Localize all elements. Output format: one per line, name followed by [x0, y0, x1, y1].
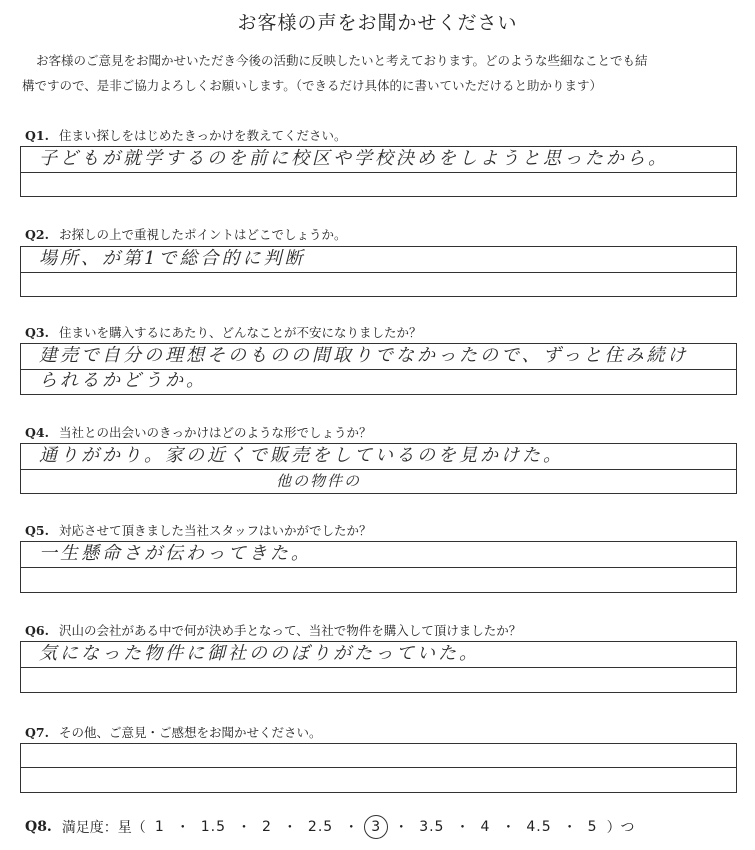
- rating-option-5[interactable]: 5: [587, 819, 598, 835]
- rating-close: ）つ: [606, 820, 635, 836]
- answer-box-1[interactable]: [20, 146, 737, 197]
- rating-option-2[interactable]: 2: [262, 819, 272, 835]
- question-number: Q3.: [25, 325, 49, 340]
- answer-line: 通りがかり。家の近くで販売をしているのを見かけた。: [39, 445, 564, 466]
- rating-label: 満足度：星（: [61, 820, 146, 836]
- rating-option-4[interactable]: 4: [480, 819, 491, 835]
- question-6: [25, 621, 521, 639]
- rating-option-3-5[interactable]: 3.5: [419, 819, 445, 835]
- answer-line: られるかどうか。: [39, 370, 207, 391]
- answer-box-4[interactable]: [20, 443, 737, 494]
- question-text: 当社との出会いのきっかけはどのような形でしょうか？: [58, 425, 372, 440]
- answer-line: 他の物件の: [276, 472, 362, 490]
- question-number: Q6.: [25, 623, 49, 638]
- answer-line: 建売で自分の理想そのものの間取りでなかったので、ずっと住み続け: [39, 345, 689, 366]
- answer-box-6[interactable]: [20, 641, 737, 693]
- answer-line: 場所、が第1で総合的に判断: [39, 248, 306, 269]
- form-title: お客様の声をお聞かせください: [237, 12, 518, 34]
- question-number: Q4.: [25, 425, 49, 440]
- answer-box-2[interactable]: [20, 246, 737, 297]
- answer-box-5[interactable]: [20, 541, 737, 593]
- question-text: その他、ご意見・ご感想をお聞かせください。: [58, 725, 322, 740]
- question-5: [25, 521, 371, 539]
- question-3: [25, 323, 421, 341]
- question-text: 住まいを購入するにあたり、どんなことが不安になりましたか？: [58, 325, 422, 340]
- intro-text: [22, 48, 737, 98]
- intro-line-2: 構ですので、是非ご協力よろしくお願いします。（できるだけ具体的に書いていただけると助かります）: [22, 78, 603, 93]
- intro-line-1: お客様のご意見をお聞かせいただき今後の活動に反映したいと考えております。どのような些細なことでも結: [36, 53, 648, 68]
- question-7: [25, 723, 321, 741]
- question-number: Q1.: [25, 128, 49, 143]
- answer-line: 子どもが就学するのを前に校区や学校決めをしようと思ったから。: [39, 148, 669, 169]
- answer-line: 一生懸命さが伝わってきた。: [39, 543, 312, 564]
- rating-option-4-5[interactable]: 4.5: [526, 819, 552, 835]
- question-number: Q2.: [25, 227, 49, 242]
- rating-option-1-5[interactable]: 1.5: [200, 819, 226, 835]
- question-text: 沢山の会社がある中で何が決め手となって、当社で物件を購入して頂けましたか？: [58, 623, 522, 638]
- question-2: [25, 225, 346, 243]
- question-text: お探しの上で重視したポイントはどこでしょうか。: [58, 227, 347, 242]
- question-number: Q5.: [25, 523, 49, 538]
- answer-box-7[interactable]: [20, 743, 737, 793]
- question-text: 対応させて頂きました当社スタッフはいかがでしたか？: [58, 523, 372, 538]
- question-4: [25, 423, 371, 441]
- question-number: Q8.: [25, 819, 52, 835]
- question-number: Q7.: [25, 725, 49, 740]
- question-text: 住まい探しをはじめたきっかけを教えてください。: [58, 128, 347, 143]
- rating-option-2-5[interactable]: 2.5: [307, 819, 334, 835]
- answer-line: 気になった物件に御社ののぼりがたっていた。: [39, 643, 480, 664]
- satisfaction-rating: Q8. 満足度：星（ 1 ・ 1.5 ・ 2 ・ 2.5 ・ 3 ・ 3.5 ・ 4 ・ 4.5 ・ 5 ）つ: [25, 815, 635, 839]
- answer-box-3[interactable]: [20, 343, 737, 395]
- question-1: [25, 126, 346, 144]
- rating-option-3-selected[interactable]: 3: [364, 815, 388, 839]
- rating-option-1[interactable]: 1: [154, 819, 165, 835]
